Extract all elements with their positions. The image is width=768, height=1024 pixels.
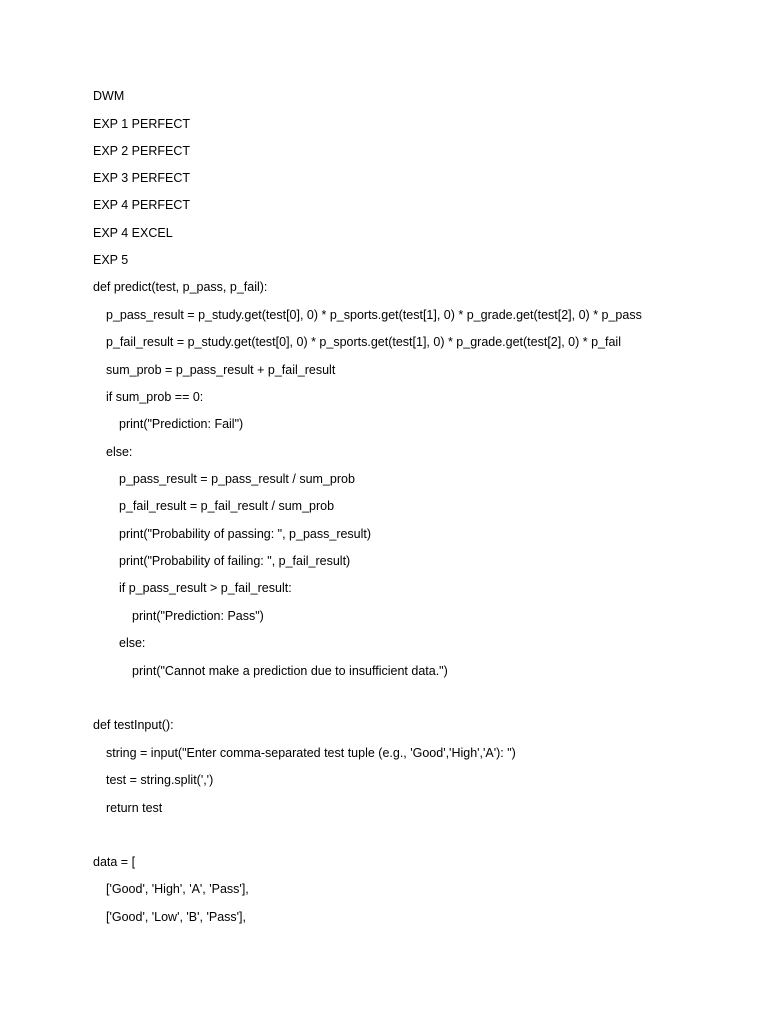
- code-line: print("Prediction: Pass"): [132, 609, 264, 623]
- code-line: if sum_prob == 0:: [106, 390, 204, 404]
- code-line: p_fail_result = p_fail_result / sum_prob: [119, 499, 335, 513]
- code-line: p_pass_result = p_pass_result / sum_prob: [119, 472, 355, 486]
- doc-line: EXP 3 PERFECT: [93, 171, 191, 185]
- code-line: data = [: [93, 855, 136, 869]
- doc-line: EXP 1 PERFECT: [93, 117, 191, 131]
- code-line: print("Prediction: Fail"): [119, 417, 244, 431]
- code-line: string = input("Enter comma-separated test tuple (e.g., 'Good','High','A'): "): [106, 746, 516, 760]
- doc-line: EXP 2 PERFECT: [93, 144, 191, 158]
- doc-line: EXP 4 PERFECT: [93, 198, 191, 212]
- code-line: ['Good', 'Low', 'B', 'Pass'],: [106, 910, 246, 924]
- code-line: print("Probability of passing: ", p_pass_result): [119, 527, 372, 541]
- code-line: p_fail_result = p_study.get(test[0], 0) * p_sports.get(test[1], 0) * p_grade.get(test[2], 0) * p_fail: [106, 335, 621, 349]
- code-line: if p_pass_result > p_fail_result:: [119, 581, 292, 595]
- code-line: return test: [106, 801, 163, 815]
- doc-line: EXP 4 EXCEL: [93, 226, 173, 240]
- code-line: ['Good', 'High', 'A', 'Pass'],: [106, 882, 249, 896]
- code-line: p_pass_result = p_study.get(test[0], 0) * p_sports.get(test[1], 0) * p_grade.get(test[2], 0) * p_pass: [106, 308, 642, 322]
- doc-line: EXP 5: [93, 253, 129, 267]
- code-line: print("Probability of failing: ", p_fail_result): [119, 554, 351, 568]
- code-line: def predict(test, p_pass, p_fail):: [93, 280, 268, 294]
- doc-heading-dwm: DWM: [93, 89, 125, 103]
- code-line: test = string.split(','): [106, 773, 214, 787]
- code-line: print("Cannot make a prediction due to insufficient data."): [132, 664, 448, 678]
- code-line: def testInput():: [93, 718, 174, 732]
- code-line: else:: [106, 445, 133, 459]
- code-line: sum_prob = p_pass_result + p_fail_result: [106, 363, 336, 377]
- code-line: else:: [119, 636, 146, 650]
